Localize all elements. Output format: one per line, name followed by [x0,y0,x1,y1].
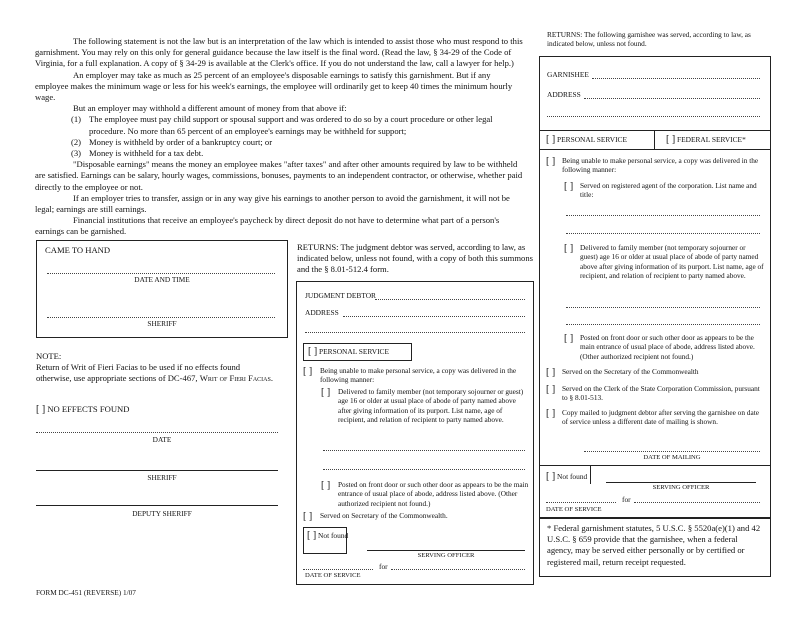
intro-paragraph-2: An employer may take as much as 25 percent of an employee's disposable earnings to satisfy this garnishment. But if any employee makes the minimum wage or less for his week's earnings, the employee will ordinarily get to keep 40 times the minimum hourly wage. [35,69,513,103]
debtor-unable-checkbox[interactable]: [ ] [303,366,313,377]
garnishee-serving-officer-label: SERVING OFFICER [652,484,710,491]
intro-paragraph-5: If an employer tries to transfer, assign or in any way give his earnings to another person to avoid the garnishment, it will not be legal; earnings are still earnings. [35,192,510,215]
debtor-personal-service-option[interactable] [303,343,412,361]
garnishee-mailed-label: Copy mailed to judgment debtor after serving the garnishee on date of service unless a different date of mailing is shown. [562,408,759,427]
deputy-sheriff-field[interactable] [36,505,278,506]
debtor-personal-label: PERSONAL SERVICE [319,347,389,356]
note-date-field[interactable] [36,432,278,433]
garnishee-family-checkbox[interactable]: [ ] [564,243,574,254]
garnishee-registered-checkbox[interactable]: [ ] [564,181,574,192]
debtor-posted-option[interactable] [321,480,529,508]
garnishee-unable-checkbox[interactable]: [ ] [546,156,556,167]
garnishee-field[interactable] [592,78,760,79]
debtor-family-field-2[interactable] [323,469,525,470]
garnishee-mailed-checkbox[interactable]: [ ] [546,408,556,419]
garnishee-personal-service-option[interactable] [546,135,627,144]
note-title: NOTE: [36,351,62,361]
garnishee-clerk-label: Served on the Clerk of the State Corporation Commission, pursuant to § 8.01-513. [562,384,760,403]
form-id: FORM DC-451 (REVERSE) 1/07 [36,588,136,597]
garnishee-agent-field-1[interactable] [566,215,760,216]
debtor-serving-officer-label: SERVING OFFICER [417,552,475,559]
no-effects-checkbox[interactable]: [ ] [36,404,46,415]
garnishee-mailed-option[interactable] [546,408,764,427]
garnishee-registered-agent-option[interactable] [564,181,764,200]
garnishee-service-type-row [540,130,770,150]
garnishee-not-found-area [540,465,770,521]
debtor-personal-checkbox[interactable]: [ ] [308,346,318,357]
date-time-label: DATE AND TIME [134,275,190,284]
garnishee-family-field-2[interactable] [566,324,760,325]
garnishee-posted-option[interactable] [564,333,764,361]
garnishee-secretary-checkbox[interactable]: [ ] [546,367,556,378]
debtor-family-field-1[interactable] [323,450,525,451]
debtor-posted-label: Posted on front door or such other door as appears to be the main entrance of usual place of abode, address listed above. (Other authorized recipient not found.) [338,480,529,508]
garnishee-for-field[interactable] [634,502,760,503]
date-time-field[interactable] [47,273,275,274]
garnishee-for-label: for [622,495,631,504]
garnishee-posted-label: Posted on front door or such other door as appears to be the main entrance of usual place of abode, address listed above. (Other authorized recipient not found.) [580,333,755,361]
garnishee-not-found-checkbox[interactable]: [ ] [546,471,556,482]
debtor-date-of-service-field[interactable] [303,569,373,570]
garnishee-returns-intro: RETURNS: The following garnishee was served, according to law, as indicated below, unless not found. [547,30,751,49]
garnishee-secretary-option[interactable] [546,367,764,378]
intro-item-2: (2) Money is withheld by order of a bankruptcy court; or [71,136,273,147]
debtor-family-option[interactable] [321,387,529,424]
date-of-mailing-field[interactable] [584,451,760,452]
intro-paragraph-1: The following statement is not the law but is an interpretation of the law which is intended to assist those who must respond to this garnishment. You may rely on this only for general guidance because the law itself is the final word. (Read the law, § 34-29 of the Code of Virginia, for a full explanation. A copy of § 34-29 is available at the Clerk's office. If you do not understand the law, call a lawyer for help.) [35,36,523,69]
note-date-label: DATE [152,435,172,444]
date-of-mailing-label: DATE OF MAILING [643,454,701,461]
federal-note-text: * Federal garnishment statutes, 5 U.S.C. § 5520a(e)(1) and 42 U.S.C. § 659 provide that the garnishee, when a federal agency, may be served either personally or by certified or registered mail, return receipt requested. [547,523,761,567]
intro-statement [35,36,523,238]
garnishee-federal-checkbox[interactable]: [ ] [666,134,676,145]
debtor-secretary-label: Served on Secretary of the Commonwealth. [320,511,448,520]
intro-paragraph-3: But an employer may withhold a different amount of money from that above if: [73,103,347,114]
no-effects-found-option[interactable] [36,404,129,415]
note-text: Return of Writ of Fieri Facias to be used if no effects found otherwise, use appropriate sections of DC-467, Writ of Fieri Facias. [36,362,274,384]
sheriff-field[interactable] [47,317,275,318]
intro-paragraph-4: "Disposable earnings" means the money an employee makes "after taxes" and after other amounts required by law to be withheld are satisfied. Earnings can be salary, hourly wages, commissions, bonuses, payments to an independent contractor, or otherwise, whether paid directly to the employee or not. [35,159,523,192]
debtor-date-of-service-label: DATE OF SERVICE [305,572,361,579]
garnishee-family-field-1[interactable] [566,307,760,308]
intro-paragraph-6: Financial institutions that receive an employee's paycheck by direct deposit do not have to determine what part of a person's earnings can be garnished. [35,215,500,237]
garnishee-registered-label: Served on registered agent of the corporation. List name and title: [580,181,757,200]
debtor-for-field[interactable] [391,569,525,570]
garnishee-agent-field-2[interactable] [566,233,760,234]
garnishee-not-found-option[interactable] [546,472,587,481]
judgment-debtor-field[interactable] [375,299,525,300]
came-to-hand-box [36,240,288,338]
intro-item-3: (3) Money is withheld for a tax debt. [71,148,204,159]
garnishee-family-option[interactable] [564,243,764,280]
garnishee-address-label: ADDRESS [547,90,581,99]
garnishee-serving-officer-field[interactable] [606,482,756,483]
debtor-returns-box [296,281,534,585]
deputy-sheriff-label: DEPUTY SHERIFF [132,509,192,518]
garnishee-clerk-option[interactable] [546,384,764,403]
garnishee-address-field-2[interactable] [547,116,760,117]
debtor-returns-intro: RETURNS: The judgment debtor was served, according to law, as indicated below, unless not found, with a copy of both this summons and the § 8.01-512.4 form. [297,242,533,275]
garnishee-clerk-checkbox[interactable]: [ ] [546,384,556,395]
garnishee-unable-option[interactable] [546,156,764,175]
federal-note-box [539,518,771,577]
note-sheriff-field[interactable] [36,470,278,471]
debtor-secretary-checkbox[interactable]: [ ] [303,511,313,522]
debtor-for-label: for [379,562,388,571]
garnishee-personal-checkbox[interactable]: [ ] [546,134,556,145]
garnishee-federal-service-option[interactable] [666,135,746,144]
debtor-serving-officer-field[interactable] [367,550,525,551]
debtor-not-found-label: Not found [318,531,349,540]
garnishee-posted-checkbox[interactable]: [ ] [564,333,574,344]
garnishee-federal-label: FEDERAL SERVICE* [677,135,746,144]
debtor-address-field[interactable] [343,316,525,317]
debtor-posted-checkbox[interactable]: [ ] [321,480,331,491]
garnishee-address-field[interactable] [584,98,760,99]
garnishee-not-found-label: Not found [557,472,588,481]
note-block [36,351,276,385]
intro-item-1: (1) The employee must pay child support or spousal support and was ordered to do so by a court procedure or other legal procedure. No more than 65 percent of an employee's earnings may be withheld for support; [71,114,493,136]
no-effects-label: NO EFFECTS FOUND [47,404,130,414]
garnishee-personal-label: PERSONAL SERVICE [557,135,627,144]
debtor-secretary-option[interactable] [303,511,529,522]
garnishee-date-of-service-field[interactable] [546,502,616,503]
debtor-unable-option[interactable] [303,366,529,385]
garnishee-unable-label: Being unable to make personal service, a copy was delivered in the following manner: [562,156,759,175]
debtor-not-found-option[interactable] [303,527,347,554]
note-sheriff-label: SHERIFF [147,473,177,482]
debtor-not-found-checkbox[interactable]: [ ] [307,530,317,541]
debtor-address-field-2[interactable] [305,332,525,333]
debtor-family-label: Delivered to family member (not temporary sojourner or guest) age 16 or older at usual place of abode of party named above after giving information of its purport. List name, age of recipient, and relation of recipient to party named above. [338,387,524,424]
debtor-address-label: ADDRESS [305,308,339,317]
garnishee-returns-box [539,56,771,518]
garnishee-label: GARNISHEE [547,70,589,79]
garnishee-secretary-label: Served on the Secretary of the Commonwealth [562,367,699,376]
judgment-debtor-label: JUDGMENT DEBTOR [305,291,376,300]
garnishee-date-of-service-label: DATE OF SERVICE [546,506,602,513]
sheriff-label: SHERIFF [147,319,177,328]
debtor-family-checkbox[interactable]: [ ] [321,387,331,398]
came-to-hand-title: CAME TO HAND [45,245,111,255]
garnishee-family-label: Delivered to family member (not temporary sojourner or guest) age 16 or older at usual place of abode of party named above after giving information of its purport. List name, age of recipient, and relation of recipient to party named above. [580,243,764,280]
debtor-unable-label: Being unable to make personal service, a copy was delivered in the following manner: [320,366,517,385]
